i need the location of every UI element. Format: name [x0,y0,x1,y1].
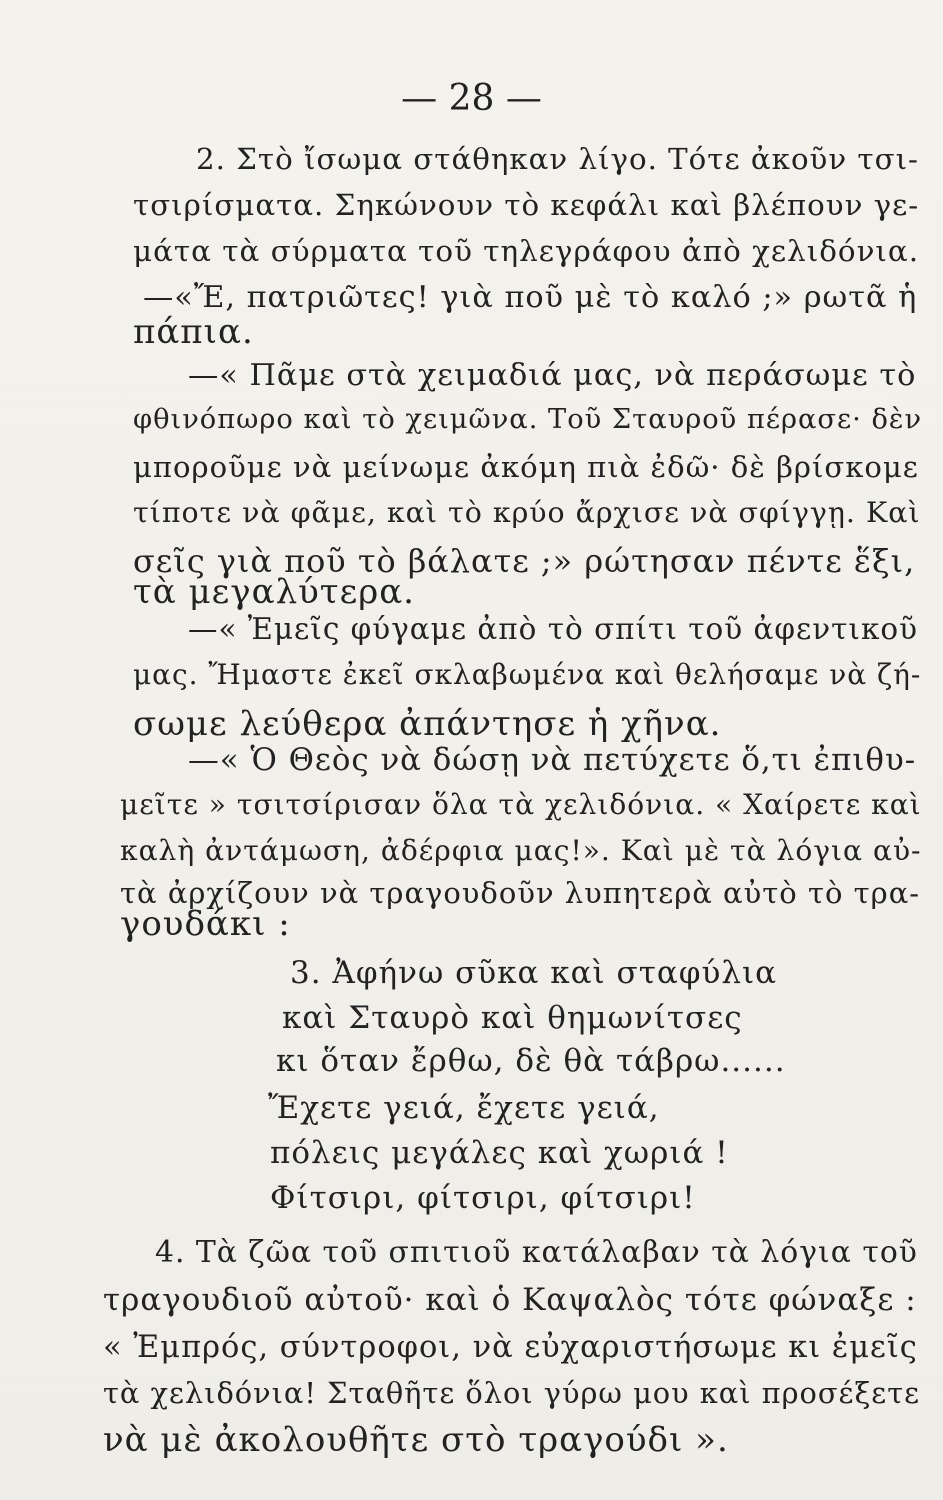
text-line: σωμε λεύθερα ἀπάντησε ἡ χῆνα. [133,704,722,744]
text-line: μεῖτε » τσιτσίρισαν ὅλα τὰ χελιδόνια. « Χαίρετε καὶ [120,788,922,821]
verse-line: Ἔχετε γειά, ἔχετε γειά, [268,1090,660,1126]
text-line: μποροῦμε νὰ μείνωμε ἀκόμη πιὰ ἐδῶ· δὲ βρίσκομε [133,450,919,484]
text-line: σεῖς γιὰ ποῦ τὸ βάλατε ;» ρώτησαν πέντε ἕξι, [133,542,916,580]
verse-line: κι ὅταν ἔρθω, δὲ θὰ τάβρω...... [276,1043,786,1079]
text-line: —«Ἔ, πατριῶτες! γιὰ ποῦ μὲ τὸ καλό ;» ρωτᾶ ἡ [143,280,918,315]
text-line: πάπια. [133,312,254,352]
text-line: τίποτε νὰ φᾶμε, καὶ τὸ κρύο ἄρχισε νὰ σφίγγῃ. Καὶ [133,496,921,529]
verse-line: καὶ Σταυρὸ καὶ θημωνίτσες [282,1000,743,1036]
text-line: 4. Τὰ ζῶα τοῦ σπιτιοῦ κατάλαβαν τὰ λόγια τοῦ [155,1235,918,1270]
text-line: 2. Στὸ ἴσωμα στάθηκαν λίγο. Τότε ἀκοῦν τσι- [196,142,919,176]
text-line: νὰ μὲ ἀκολουθῆτε στὸ τραγούδι ». [103,1420,729,1460]
text-line: τὰ χελιδόνια! Σταθῆτε ὅλοι γύρω μου καὶ προσέξετε [103,1376,921,1410]
text-line: μάτα τὰ σύρματα τοῦ τηλεγράφου ἀπὸ χελιδόνια. [133,234,920,268]
text-line: γουδάκι : [120,904,291,944]
verse-line: πόλεις μεγάλες καὶ χωριά ! [270,1135,729,1171]
text-line: —« Ὁ Θεὸς νὰ δώσῃ νὰ πετύχετε ὅ,τι ἐπιθυ- [188,742,917,778]
text-line: καλὴ ἀντάμωση, ἀδέρφια μας!». Καὶ μὲ τὰ λόγια αὐ- [120,834,922,867]
text-line: τραγουδιοῦ αὐτοῦ· καὶ ὁ Καψαλὸς τότε φώναξε : [103,1282,917,1318]
text-line: τσιρίσματα. Σηκώνουν τὸ κεφάλι καὶ βλέπουν γε- [133,188,920,222]
page-number: — 28 — [401,78,542,119]
verse-line: Φίτσιρι, φίτσιρι, φίτσιρι! [270,1180,696,1216]
text-line: τὰ ἀρχίζουν νὰ τραγουδοῦν λυπητερὰ αὐτὸ τὸ τρα- [120,876,921,910]
text-line: φθινόπωρο καὶ τὸ χειμῶνα. Τοῦ Σταυροῦ πέρασε· δὲν [133,404,923,435]
text-line: —« Ἐμεῖς φύγαμε ἀπὸ τὸ σπίτι τοῦ ἀφεντικοῦ [188,612,918,646]
text-line: —« Πᾶμε στὰ χειμαδιά μας, νὰ περάσωμε τὸ [188,358,917,393]
text-line: τὰ μεγαλύτερα. [133,572,415,612]
text-line: « Ἐμπρός, σύντροφοι, νὰ εὐχαριστήσωμε κι ἐμεῖς [103,1330,918,1365]
verse-line: 3. Ἀφήνω σῦκα καὶ σταφύλια [290,955,778,991]
text-line: μας. Ἤμαστε ἐκεῖ σκλαβωμένα καὶ θελήσαμε νὰ ζή- [133,658,922,691]
